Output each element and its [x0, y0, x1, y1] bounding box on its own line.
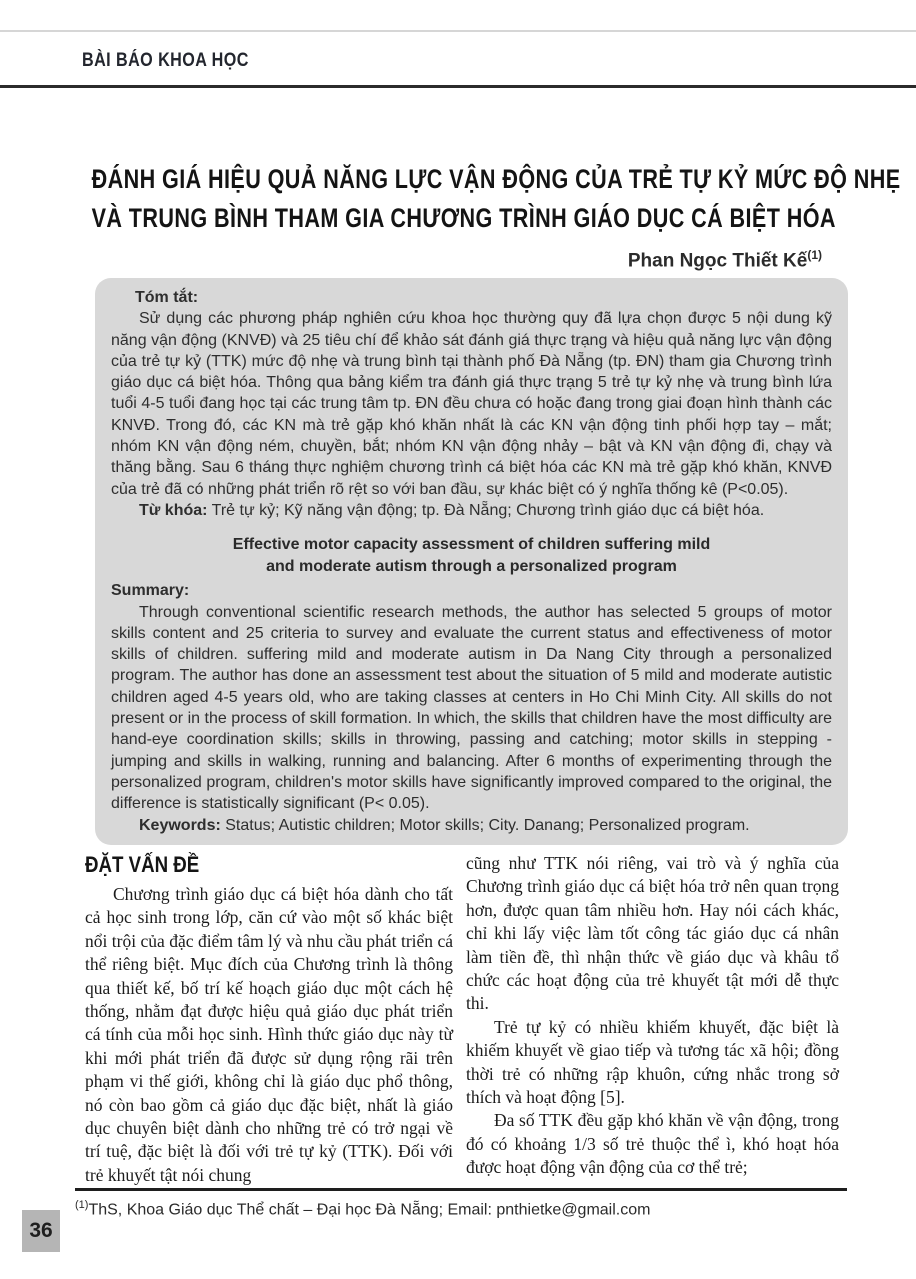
footnote-rule — [75, 1188, 847, 1191]
abstract-box — [95, 278, 848, 845]
header-rule — [0, 85, 916, 88]
page-number: 36 — [29, 1219, 53, 1242]
article-title-line2: VÀ TRUNG BÌNH THAM GIA CHƯƠNG TRÌNH GIÁO DỤC CÁ BIỆT HÓA — [91, 203, 836, 233]
summary-keywords-line — [111, 815, 832, 836]
body-paragraph: Trẻ tự kỷ có nhiều khiếm khuyết, đặc biệt là khiếm khuyết về giao tiếp và tương tác xã hội; đồng thời trẻ có những rập khuôn, cứng nhắc trong sở thích và hoạt động [5]. — [466, 1016, 839, 1108]
body-paragraph: Đa số TTK đều gặp khó khăn về vận động, trong đó có khoảng 1/3 số trẻ thuộc thể ì, khó hoạt hóa được hoạt động vận động của cơ thể trẻ; — [466, 1110, 839, 1178]
footnote — [75, 1194, 855, 1221]
summary-body: Through conventional scientific research methods, the author has selected 5 groups of motor skills content and 25 criteria to survey and evaluate the current status and effectiveness of motor skills of children. suffering mild and moderate autism in Da Nang City through a personalized program. The author has done an assessment test about the situation of 5 mild and moderate autistic children aged 4-5 years old, who are taking classes at centers in Ho Chi Minh City. All skills do not present or in the process of skill formation. In which, the skills that children have the most difficulty are hand-eye coordination skills; skills in throwing, passing and catching; motor skills in stepping - jumping and skills in walking, running and balancing. After 6 months of experimenting through the personalized program, children's motor skills have significantly improved compared to the original, the difference is statistically significant (P< 0.05). — [111, 603, 832, 813]
body-paragraph: Chương trình giáo dục cá biệt hóa dành cho tất cả học sinh trong lớp, căn cứ vào một số khác biệt nổi trội của đặc điểm tâm lý và nhu cầu phát triển cá thể riêng biệt. Mục đích của Chương trình là thông qua thiết kế, bố trí kế hoạch giáo dục một cách hệ thống, nhằm đạt được hiệu quả giáo dục phát triển cá tính của mỗi học sinh. Hình thức giáo dục này từ khi mới phát triển đã được sử dụng rộng rãi trên phạm vi thế giới, không chỉ là giáo dục phổ thông, nó còn bao gồm cả giáo dục đặc biệt, nhất là giáo dục chuyên biệt dành cho những trẻ có trở ngại về trí tuệ, đặc biệt là đối với trẻ tự kỷ (TTK). Đối với trẻ khuyết tật nói chung — [85, 884, 453, 1185]
author-affiliation-ref: (1) — [807, 248, 822, 262]
abstract-keywords-line — [111, 500, 832, 521]
author-name: Phan Ngọc Thiết Kế — [627, 250, 808, 272]
english-title — [111, 534, 832, 578]
english-title-line1: Effective motor capacity assessment of children suffering mild — [232, 536, 711, 554]
page-number-badge — [22, 1210, 60, 1252]
running-header — [82, 50, 278, 72]
summary-keywords: Status; Autistic children; Motor skills; City. Danang; Personalized program. — [225, 816, 750, 834]
two-column-body — [85, 852, 839, 1187]
abstract-keywords-label: Từ khóa: — [139, 501, 208, 519]
page-top-edge-line — [0, 30, 916, 32]
abstract-body: Sử dụng các phương pháp nghiên cứu khoa học thường quy đã lựa chọn được 5 nội dung kỹ năng vận động (KNVĐ) và 25 tiêu chí để khảo sát đánh giá thực trạng và hiệu quả năng lực vận động của trẻ tự kỷ (TTK) mức độ nhẹ và trung bình tại thành phố Đà Nẵng (tp. ĐN) tham gia Chương trình giáo dục cá biệt hóa. Thông qua bảng kiểm tra đánh giá thực trạng 5 trẻ tự kỷ nhẹ và trung bình lứa tuổi 4-5 tuổi đang học tại các trung tâm tp. ĐN đều chưa có hoặc đang trong giai đoạn hình thành các KNVĐ. Trong đó, các KN mà trẻ gặp khó khăn nhất là các KN vận động tinh phối hợp tay – mắt; nhóm KN vận động ném, chuyền, bắt; nhóm KN vận động nhảy – bật và KN vận động đi, chạy và thăng bằng. Sau 6 tháng thực nghiệm chương trình cá biệt hóa các KN mà trẻ gặp khó khăn, KNVĐ của trẻ đã có những phát triển rõ rệt so với ban đầu, sự khác biệt có ý nghĩa thống kê (P<0.05). — [111, 310, 832, 498]
left-column — [85, 852, 453, 1187]
body-paragraph: cũng như TTK nói riêng, vai trò và ý nghĩa của Chương trình giáo dục cá biệt hóa trở nên quan trọng hơn, được quan tâm nhiều hơn. Hay nói cách khác, chỉ khi lấy việc làm tốt công tác giáo dục cá nhân làm tiền đề, thì nhận thức về giáo dục và khâu tổ chức các hoạt động của trẻ khuyết tật mới dễ thực thi. — [466, 853, 839, 1014]
running-header-label: BÀI BÁO KHOA HỌC — [82, 50, 249, 71]
section-heading — [85, 852, 453, 878]
right-column — [466, 852, 839, 1180]
abstract-heading: Tóm tắt: — [135, 289, 199, 306]
article-title — [0, 160, 916, 238]
author-line — [628, 248, 822, 272]
footnote-ref: (1) — [75, 1199, 89, 1211]
summary-heading: Summary: — [111, 582, 190, 600]
section-heading-text: ĐẶT VẤN ĐỀ — [85, 852, 200, 877]
article-title-line1: ĐÁNH GIÁ HIỆU QUẢ NĂNG LỰC VẬN ĐỘNG CỦA TRẺ TỰ KỶ MỨC ĐỘ NHẸ — [91, 164, 901, 194]
english-title-line2: and moderate autism through a personalized program — [266, 558, 677, 576]
abstract-keywords: Trẻ tự kỷ; Kỹ năng vận động; tp. Đà Nẵng; Chương trình giáo dục cá biệt hóa. — [211, 501, 765, 519]
summary-keywords-label: Keywords: — [139, 816, 221, 834]
footnote-text: ThS, Khoa Giáo dục Thể chất – Đại học Đà Nẵng; Email: pnthietke@gmail.com — [88, 1201, 651, 1219]
